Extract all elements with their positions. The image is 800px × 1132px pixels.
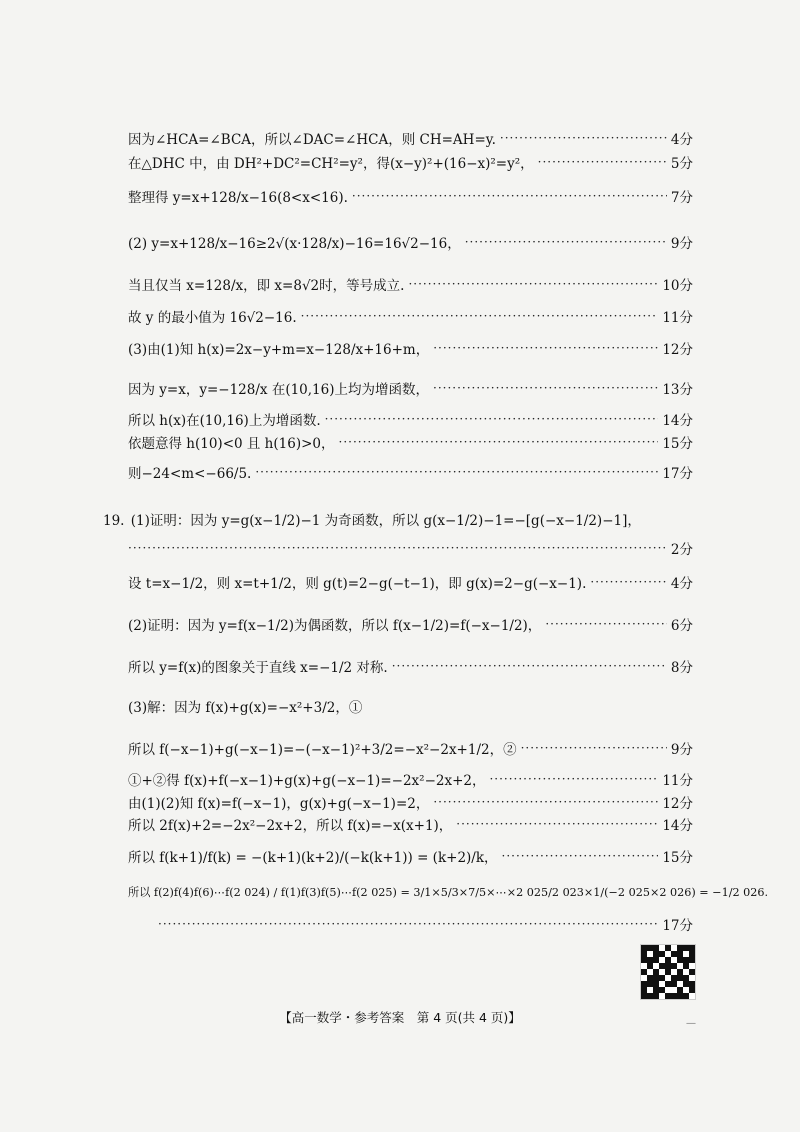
line-text: (3)解：因为 f(x)+g(x)=−x²+3/2，①	[128, 700, 363, 716]
score-label: 17分	[662, 918, 693, 934]
score-label: 2分	[670, 542, 693, 558]
line-text: 所以 f(−x−1)+g(−x−1)=−(−x−1)²+3/2=−x²−2x+1/2，②	[128, 742, 517, 758]
score-label: 10分	[662, 278, 693, 294]
line-text: 设 t=x−1/2，则 x=t+1/2，则 g(t)=2−g(−t−1)，即 g(x)=2−g(−x−1).	[128, 576, 587, 592]
score-label: 4分	[670, 576, 693, 592]
line-text: 依题意得 h(10)<0 且 h(16)>0，	[128, 436, 335, 452]
leader-dots	[433, 341, 658, 355]
corner-mark: —	[686, 1018, 696, 1029]
answer-line	[128, 846, 693, 866]
leader-dots	[502, 849, 659, 863]
line-text: 整理得 y=x+128/x−16(8<x<16).	[128, 190, 348, 206]
answer-line	[128, 914, 693, 934]
leader-dots	[433, 795, 658, 809]
answer-line	[128, 538, 693, 558]
line-text: 所以 f(k+1)/f(k) = −(k+1)(k+2)/(−k(k+1)) = (k+2)/k，	[128, 850, 498, 866]
score-label: 11分	[662, 773, 693, 789]
line-text	[103, 509, 641, 529]
leader-dots	[339, 435, 659, 449]
score-label: 12分	[662, 342, 693, 358]
score-label: 14分	[662, 413, 693, 429]
score-label: 15分	[662, 436, 693, 452]
leader-dots	[301, 309, 659, 323]
line-text: 当且仅当 x=128/x，即 x=8√2时，等号成立.	[128, 278, 405, 294]
answer-line	[128, 572, 693, 592]
score-label: 9分	[670, 742, 693, 758]
answer-line	[128, 338, 693, 358]
line-text: (2)证明：因为 y=f(x−1/2)为偶函数，所以 f(x−1/2)=f(−x−1/2)，	[128, 618, 542, 634]
answer-line	[128, 462, 693, 482]
answer-line	[128, 128, 693, 148]
score-label: 5分	[670, 156, 693, 172]
score-label: 8分	[670, 660, 693, 676]
leader-dots	[465, 235, 667, 249]
answer-line	[128, 884, 769, 900]
answer-line	[128, 152, 693, 172]
leader-dots	[456, 817, 658, 831]
line-text: 在△DHC 中，由 DH²+DC²=CH²=y²，得(x−y)²+(16−x)²=y²，	[128, 156, 534, 172]
leader-dots	[489, 772, 658, 786]
score-label: 14分	[662, 818, 693, 834]
leader-dots	[325, 412, 659, 426]
score-label: 12分	[662, 796, 693, 812]
answer-line	[128, 614, 693, 634]
leader-dots	[433, 381, 658, 395]
answer-line	[128, 738, 693, 758]
answer-line	[128, 656, 693, 676]
line-text: ①+②得 f(x)+f(−x−1)+g(x)+g(−x−1)=−2x²−2x+2，	[128, 773, 486, 789]
answer-line	[128, 432, 693, 452]
answer-line	[128, 792, 693, 812]
line-text: 所以 y=f(x)的图象关于直线 x=−1/2 对称.	[128, 660, 388, 676]
answer-line	[128, 378, 693, 398]
answer-line	[128, 232, 693, 252]
line-text: 故 y 的最小值为 16√2−16.	[128, 310, 297, 326]
score-label: 6分	[670, 618, 693, 634]
question-number: 19.	[103, 513, 125, 529]
score-label: 17分	[662, 466, 693, 482]
line-text: (3)由(1)知 h(x)=2x−y+m=x−128/x+16+m，	[128, 342, 430, 358]
answer-line	[128, 306, 693, 326]
line-text: 所以 f(2)f(4)f(6)⋯f(2 024) / f(1)f(3)f(5)⋯f(2 025) = 3/1×5/3×7/5×⋯×2 025/2 023×1/(−2 025×2 026) = −1/2 026.	[128, 886, 769, 899]
leader-dots	[392, 659, 667, 673]
score-label: 15分	[662, 850, 693, 866]
score-label: 11分	[662, 310, 693, 326]
leader-dots	[408, 277, 658, 291]
answer-line	[128, 769, 693, 789]
qr-code	[640, 944, 696, 1000]
leader-dots	[158, 917, 658, 931]
score-label: 7分	[670, 190, 693, 206]
score-label: 9分	[670, 236, 693, 252]
leader-dots	[255, 465, 658, 479]
answer-line	[128, 274, 693, 294]
leader-dots	[500, 131, 667, 145]
score-label: 13分	[662, 382, 693, 398]
line-text: 由(1)(2)知 f(x)=f(−x−1)，g(x)+g(−x−1)=2，	[128, 796, 430, 812]
line-text: 因为 y=x，y=−128/x 在(10,16)上均为增函数，	[128, 382, 429, 398]
line-text: 因为∠HCA=∠BCA，所以∠DAC=∠HCA，则 CH=AH=y.	[128, 132, 496, 148]
leader-dots	[521, 741, 667, 755]
answer-line	[128, 814, 693, 834]
line-text: 则−24<m<−66/5.	[128, 466, 252, 482]
answer-line	[128, 409, 693, 429]
line-text: 所以 2f(x)+2=−2x²−2x+2，所以 f(x)=−x(x+1)，	[128, 818, 453, 834]
leader-dots	[538, 155, 667, 169]
leader-dots	[545, 617, 667, 631]
leader-dots	[352, 189, 667, 203]
score-label: 4分	[670, 132, 693, 148]
answer-line	[128, 696, 693, 716]
answer-line	[128, 186, 693, 206]
line-text: 所以 h(x)在(10,16)上为增函数.	[128, 413, 321, 429]
leader-dots	[128, 541, 667, 555]
line-text-body: (1)证明：因为 y=g(x−1/2)−1 为奇函数，所以 g(x−1/2)−1=−[g(−x−1/2)−1]，	[130, 513, 641, 529]
answer-line	[103, 509, 693, 529]
leader-dots	[590, 575, 667, 589]
page-footer: 【高一数学・参考答案 第 4 页(共 4 页)】	[279, 1010, 521, 1025]
line-text: (2) y=x+128/x−16≥2√(x·128/x)−16=16√2−16，	[128, 236, 461, 252]
